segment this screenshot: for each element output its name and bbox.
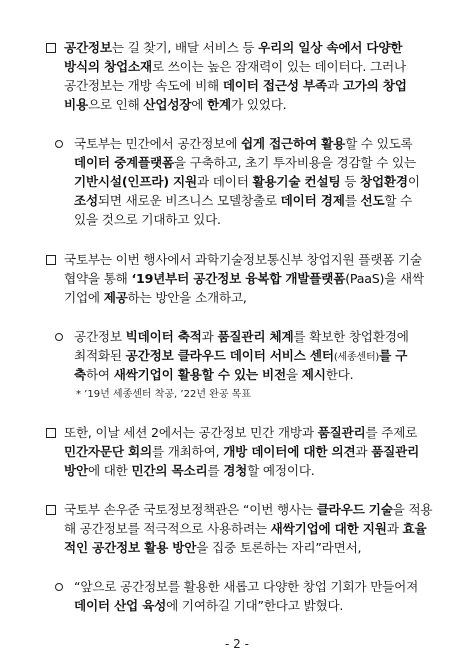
square-bullet-icon: [46, 505, 56, 515]
bold-text: 창업환경: [360, 174, 408, 189]
text-run: 있을 것으로 기대하고 있다.: [74, 212, 221, 227]
bold-text: 조성: [74, 193, 98, 208]
text-line: [64, 501, 432, 519]
bold-text: 고가의 창업: [342, 78, 407, 93]
text-run: 과: [355, 444, 372, 459]
text-run: 을 집중 토론하는 자리”라면서,: [196, 540, 362, 555]
text-run: 에: [191, 97, 208, 112]
text-line: [74, 328, 409, 346]
circle-bullet-icon: [55, 140, 63, 148]
bold-text: 데이터 접근성 부족: [222, 78, 327, 93]
text-run: 협약을 통해: [64, 271, 132, 286]
bold-text: 민간자문단 회의: [64, 444, 152, 459]
bold-text: 제시: [301, 367, 326, 382]
bold-text: 개방 데이터에 대한 의견: [223, 444, 356, 459]
text-line: [74, 597, 343, 615]
text-run: 에 기여하길 기대”한다고 밝혔다.: [166, 598, 344, 613]
text-run: 해 공간정보를 적극적으로 사용하려는: [64, 521, 271, 536]
text-run: 로 쓰이는 높은 잠재력이 있는 데이터다. 그러나: [151, 59, 406, 74]
bold-text: 클라우드 기술: [316, 502, 393, 517]
text-line: [64, 270, 424, 288]
bold-text: 제공: [103, 290, 128, 305]
bold-text: 를 구: [379, 348, 408, 363]
bold-text: 품질관리: [317, 425, 366, 440]
square-bullet-icon: [46, 43, 56, 53]
text-run: 하여: [85, 367, 114, 382]
text-line: [64, 462, 315, 480]
bold-text: 데이터 경제: [280, 193, 345, 208]
text-run: 으로 인해: [87, 97, 144, 112]
text-line: [64, 289, 247, 307]
square-bullet-icon: [46, 255, 56, 265]
text-run: 과: [326, 78, 343, 93]
text-run: 를 주제로: [365, 425, 418, 440]
bold-text: 선도: [360, 193, 385, 208]
text-line: [64, 443, 419, 461]
text-run: 과 데이터: [197, 174, 253, 189]
text-run: 또한, 이날 세션 2에서는 공간정보 민간 개방과: [64, 425, 318, 440]
bold-text: 데이터 중계플랫폼: [74, 155, 174, 170]
text-run: 할 수: [384, 193, 413, 208]
text-run: 할 예정이다.: [247, 463, 315, 478]
square-bullet-icon: [46, 428, 56, 438]
text-run: 과: [201, 329, 218, 344]
text-run: 국토부 손우준 국토정보정책관은 “이번 행사는: [64, 502, 317, 517]
text-line: [64, 251, 422, 269]
text-run: (PaaS)을 새싹: [345, 271, 424, 286]
bold-text: 품질관리 체계: [217, 329, 294, 344]
text-run: (세종센터): [333, 352, 380, 363]
bold-text: 민간의 목소리: [131, 463, 208, 478]
bold-text: 새싹기업이 활용할 수 있는 비전: [113, 367, 286, 382]
text-run: 을: [286, 367, 302, 382]
text-run: 가 있었다.: [231, 97, 287, 112]
text-run: 공간정보: [74, 329, 126, 344]
bold-text: 방식의 창업소재: [64, 59, 152, 74]
text-line: [64, 77, 407, 95]
text-run: 을 적용: [392, 502, 433, 517]
text-line: [74, 135, 413, 153]
text-line: [74, 347, 407, 367]
text-run: 국토부는 이번 행사에서 과학기술정보통신부 창업지원 플랫폼 기술: [64, 252, 422, 267]
text-line: [74, 211, 221, 229]
text-run: 공간정보는 개방 속도에 비해: [64, 78, 223, 93]
bold-text: 한계: [207, 97, 231, 112]
text-run: 기업에: [64, 290, 104, 305]
text-line: [74, 173, 420, 191]
bold-text: 빅데이터 축적: [125, 329, 202, 344]
text-line: [64, 424, 417, 442]
bold-text: 우리의 일상 속에서 다양한: [258, 40, 403, 55]
bold-text: 품질관리: [371, 444, 420, 459]
bold-text: 효율: [402, 521, 427, 536]
page-number: - 2 -: [225, 637, 249, 651]
text-line: [74, 192, 412, 210]
text-line: [74, 366, 353, 384]
text-run: 한다.: [325, 367, 354, 382]
text-run: 되면 새로운 비즈니스 모델창출로: [97, 193, 281, 208]
bold-text: 쉽게 접근하여 활용: [240, 136, 346, 151]
text-run: 하는 방안을 소개하고,: [127, 290, 247, 305]
text-run: 를: [207, 463, 224, 478]
bold-text: 비용: [64, 97, 88, 112]
text-run: 을 구축하고, 초기 투자비용을 경감할 수 있는: [173, 155, 416, 170]
bold-text: 축: [74, 367, 86, 382]
bold-text: 경청: [223, 463, 248, 478]
circle-bullet-icon: [55, 583, 63, 591]
text-line: [64, 520, 426, 538]
text-run: 를: [344, 193, 361, 208]
footnote: * ’19년 세종센터 착공, ’22년 완공 목표: [76, 389, 251, 400]
text-run: 이: [407, 174, 420, 189]
text-line: [64, 39, 402, 57]
text-run: 등: [340, 174, 360, 189]
bold-text: 방안: [64, 463, 88, 478]
text-run: 과: [386, 521, 403, 536]
text-run: 에 대한: [87, 463, 132, 478]
text-run: 최적화된: [74, 348, 126, 363]
bold-text: 활용기술 컨설팅: [252, 174, 341, 189]
bold-text: 적인 공간정보 활용 방안: [64, 540, 197, 555]
text-run: 를 개최하여,: [151, 444, 224, 459]
text-run: 는 길 찾기, 배달 서비스 등: [111, 40, 259, 55]
text-line: [74, 578, 418, 596]
text-run: “앞으로 공간정보를 활용한 새롭고 다양한 창업 기회가 만들어져: [74, 579, 419, 594]
bold-text: 공간정보: [64, 40, 112, 55]
bold-text: 산업성장: [143, 97, 192, 112]
bold-text: ‘19년부터 공간정보 융복합 개발플랫폼: [131, 271, 346, 286]
bold-text: 기반시설(인프라) 지원: [74, 174, 197, 189]
circle-bullet-icon: [55, 333, 63, 341]
bold-text: 데이터 산업 육성: [74, 598, 167, 613]
text-line: [64, 539, 361, 557]
text-line: [74, 154, 416, 172]
text-line: [64, 96, 286, 114]
text-line: [64, 58, 406, 76]
text-run: 국토부는 민간에서 공간정보에: [74, 136, 241, 151]
bold-text: 새싹기업에 대한 지원: [270, 521, 387, 536]
text-run: 를 확보한 창업환경에: [293, 329, 409, 344]
bold-text: 공간정보 클라우드 데이터 서비스 센터: [125, 348, 334, 363]
text-run: 할 수 있도록: [345, 136, 413, 151]
